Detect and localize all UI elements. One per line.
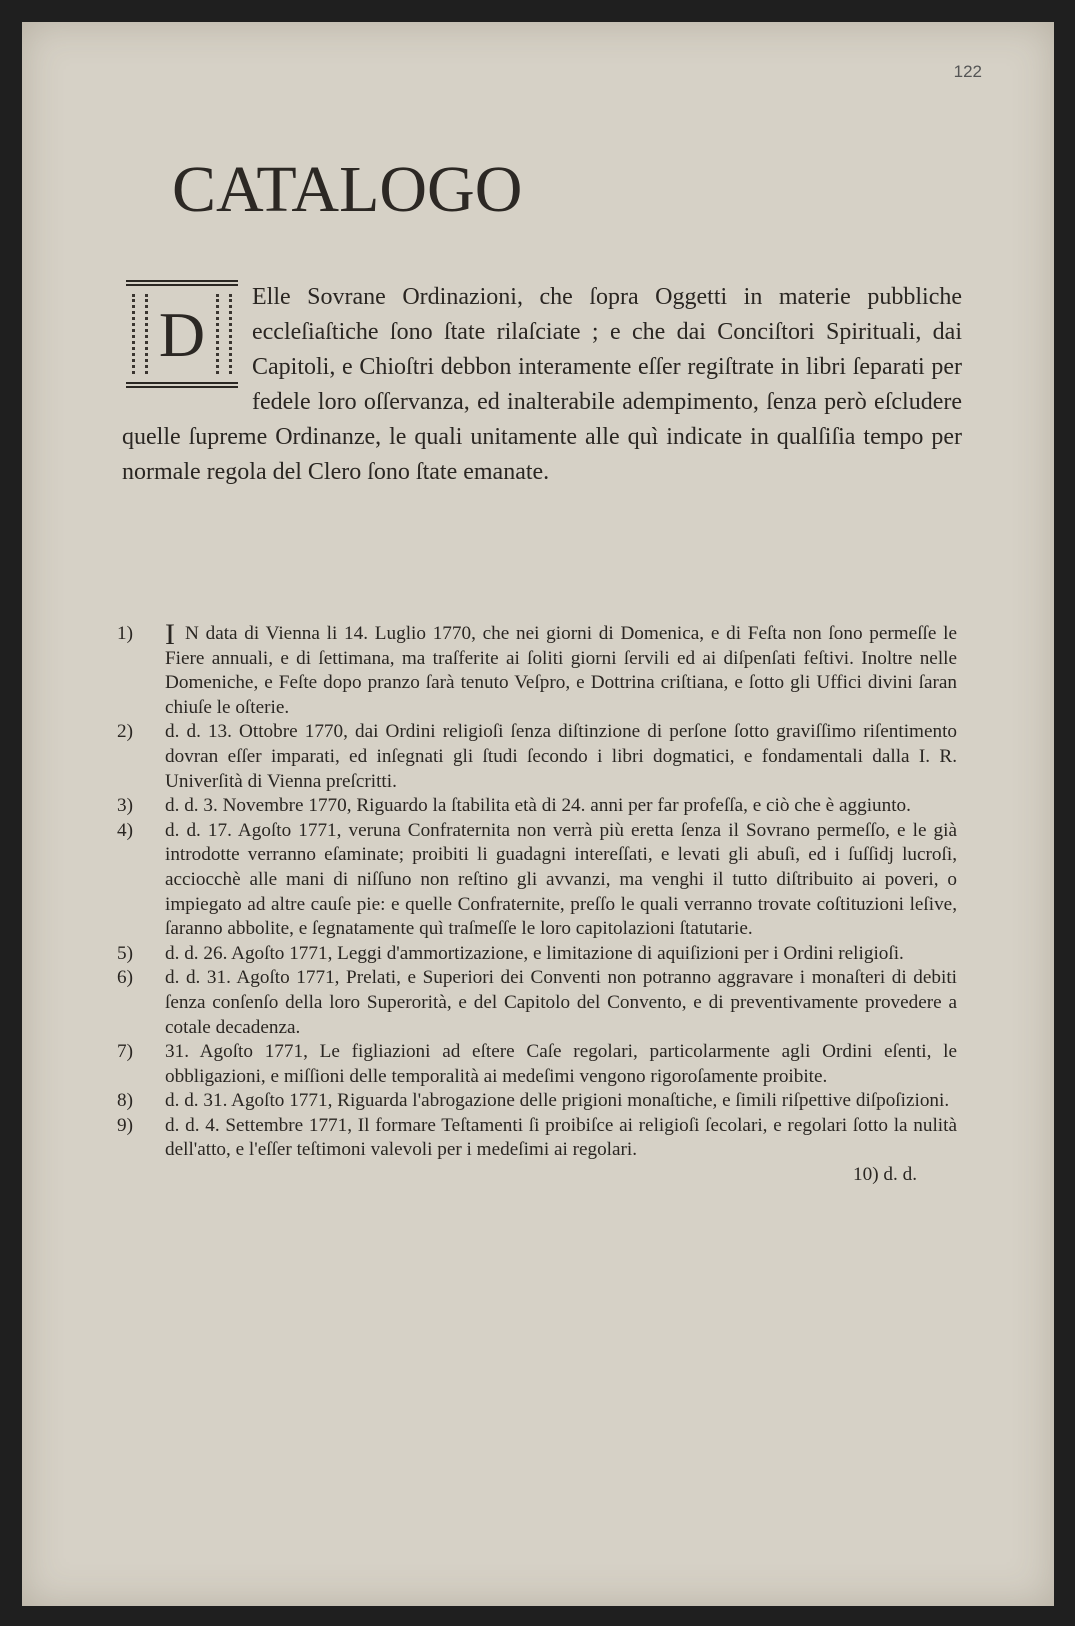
ordinance-list xyxy=(117,617,957,1188)
decorated-initial: D xyxy=(126,280,238,388)
item-number: 8) xyxy=(117,1090,133,1112)
list-item xyxy=(117,966,957,1040)
item-text: N data di Vienna li 14. Luglio 1770, che nei giorni di Domenica, e di Feſta non ſono permeſſe le Fiere annuali, e di ſettimana, ma traſferite ai ſoliti giorni ſervili ed ai diſpenſati feſtivi. Inoltre nelle Domeniche, e Feſte dopo pranzo ſarà tenuto Veſpro, e Dottrina criſtiana, e ſotto gli Uffici divini ſaran chiuſe le oſterie. xyxy=(165,623,957,718)
list-item xyxy=(117,1089,957,1114)
list-item xyxy=(117,794,957,819)
intro-paragraph xyxy=(122,280,962,490)
list-item xyxy=(117,617,957,720)
item-number: 5) xyxy=(117,942,133,964)
catchword: 10) d. d. xyxy=(853,1164,917,1186)
intro-text: Elle Sovrane Ordinazioni, che ſopra Oggetti in materie pubbliche eccleſiaſtiche ſono ſtate rilaſciate ; e che dai Conciſtori Spirituali, dai Capitoli, e Chioſtri debbon interamente eſſer regiſtrate in libri ſeparati per fedele loro oſſervanza, ed inalterabile adempimento, ſenza però eſcludere quelle ſupreme Ordinanze, le quali unitamente alle quì indicate in qualſiſia tempo per normale regola del Clero ſono ſtate emanate. xyxy=(122,284,962,485)
item-text: d. d. 13. Ottobre 1770, dai Ordini religioſi ſenza diſtinzione di perſone ſotto graviſſimo riſentimento dovran eſſer imparati, ed inſegnati gli ſtudi ſecondo i libri dogmatici, e fondamentali dalla I. R. Univerſità di Vienna preſcritti. xyxy=(165,721,957,792)
item-number: 4) xyxy=(117,819,133,841)
list-item xyxy=(117,720,957,794)
list-item xyxy=(117,942,957,967)
item-number: 7) xyxy=(117,1041,133,1063)
item-number: 1) xyxy=(117,623,133,644)
folio-number: 122 xyxy=(953,62,982,81)
item-text: d. d. 3. Novembre 1770, Riguardo la ſtabilita età di 24. anni per far profeſſa, e ciò che è aggiunto. xyxy=(165,795,911,817)
item-text: d. d. 4. Settembre 1771, Il formare Teſtamenti ſi proibiſce ai religioſi ſecolari, e regolari ſotto la nulità dell'atto, e l'eſſer teſtimoni valevoli per i medeſimi ai regolari. xyxy=(165,1114,957,1161)
item-text: d. d. 26. Agoſto 1771, Leggi d'ammortizazione, e limitazione di aquiſizioni per i Ordini religioſi. xyxy=(165,942,904,964)
item-text: d. d. 17. Agoſto 1771, veruna Confraternita non verrà più eretta ſenza il Sovrano permeſſo, e le già introdotte verranno eſaminate; proibiti li guadagni intereſſati, e levati gli abuſi, ed i ſuſſidj lucroſi, acciocchè alle mani di niſſuno non reſtino gli avvanzi, ma venghi il tutto diſtribuito ai poveri, o impiegato ad altre cauſe pie: e quelle Confraternite, preſſo le quali verranno trovate coſtituzioni leſive, ſaranno abbolite, e ſegnatamente quì traſmeſſe le loro capitolazioni ſtatutarie. xyxy=(165,819,957,940)
item-number: 9) xyxy=(117,1114,133,1136)
item-number: 6) xyxy=(117,967,133,989)
list-item xyxy=(117,1114,957,1163)
list-item xyxy=(117,819,957,942)
decorated-initial: I xyxy=(165,617,175,651)
item-text: d. d. 31. Agoſto 1771, Riguarda l'abrogazione delle prigioni monaſtiche, e ſimili riſpettive diſpoſizioni. xyxy=(165,1090,950,1112)
item-text: d. d. 31. Agoſto 1771, Prelati, e Superiori dei Conventi non potranno aggravare i monaſteri di debiti ſenza conſenſo della loro Superorità, e del Capitolo del Convento, e di preventivamente provedere a cotale decadenza. xyxy=(165,967,957,1038)
item-number: 2) xyxy=(117,721,133,743)
list-item xyxy=(117,1040,957,1089)
item-number: 3) xyxy=(117,795,133,817)
item-text: 31. Agoſto 1771, Le figliazioni ad eſtere Caſe regolari, particolarmente agli Ordini eſenti, le obbligazioni, e miſſioni delle temporalità ai medeſimi vengono rigoroſamente proibite. xyxy=(165,1041,957,1087)
document-page xyxy=(22,22,1054,1606)
page-title: CATALOGO xyxy=(172,153,523,226)
